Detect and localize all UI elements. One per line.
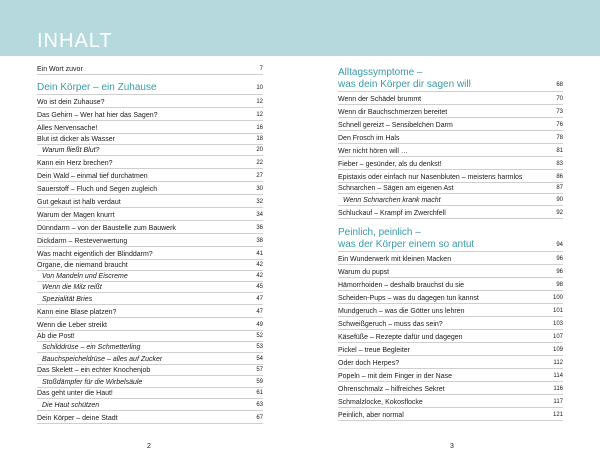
- toc-entry-title: Peinlich, aber normal: [338, 412, 404, 419]
- toc-entry[interactable]: [37, 182, 263, 195]
- toc-page-number: 68: [556, 82, 563, 88]
- toc-page-number: 61: [256, 390, 263, 396]
- toc-entry[interactable]: [37, 318, 263, 331]
- toc-entry-title: Epistaxis oder einfach nur Nasenbluten – meistens harmlos: [338, 174, 523, 181]
- toc-entry-title: Ab die Post!: [37, 333, 75, 340]
- toc-entry-title: Schluckauf – Krampf im Zwerchfell: [338, 210, 446, 217]
- toc-entry-title: Das geht unter die Haut!: [37, 390, 113, 397]
- toc-entry-title: Wer nicht hören will …: [338, 148, 408, 155]
- toc-entry-title: Warum fließt Blut?: [42, 147, 100, 154]
- toc-entry-title: Wenn dir Bauchschmerzen bereitet: [338, 109, 448, 116]
- toc-page-number: 30: [256, 186, 263, 192]
- toc-page-number: 10: [256, 85, 263, 91]
- toc-page-number: 81: [556, 148, 563, 154]
- toc-section-heading[interactable]: [37, 81, 263, 95]
- toc-subentry[interactable]: [37, 342, 263, 353]
- toc-entry-title: Stoßdämpfer für die Wirbelsäule: [42, 379, 143, 386]
- toc-entry[interactable]: [37, 247, 263, 260]
- toc-entry[interactable]: [37, 195, 263, 208]
- toc-entry[interactable]: [37, 169, 263, 182]
- toc-section-title: [338, 227, 474, 251]
- toc-page-number: 42: [256, 273, 263, 279]
- toc-entry[interactable]: [37, 305, 263, 318]
- toc-page-number: 57: [256, 367, 263, 373]
- toc-page-number: 78: [556, 135, 563, 141]
- toc-page-number: 47: [256, 296, 263, 302]
- toc-section-title: [37, 82, 157, 94]
- toc-entry-title: Wo ist dein Zuhause?: [37, 99, 105, 106]
- toc-entry-title: Spezialität Bries: [42, 296, 93, 303]
- toc-page-number: 73: [556, 109, 563, 115]
- toc-entry[interactable]: [338, 183, 563, 194]
- toc-entry-title: Die Haut schützen: [42, 402, 100, 409]
- toc-page-number: 63: [256, 402, 263, 408]
- toc-page-number: 70: [556, 96, 563, 102]
- toc-page-number: 41: [256, 251, 263, 257]
- toc-entry-title: Bauchspeicheldrüse – alles auf Zucker: [42, 356, 163, 363]
- toc-entry-title: Schweißgeruch – muss das sein?: [338, 321, 443, 328]
- toc-entry-title: Ohrenschmalz – hilfreiches Sekret: [338, 386, 445, 393]
- toc-entry[interactable]: [338, 131, 563, 144]
- toc-page-number: 54: [256, 356, 263, 362]
- toc-page-number: 92: [556, 210, 563, 216]
- toc-right-column: [338, 62, 563, 421]
- toc-page-number: 116: [553, 386, 563, 392]
- toc-entry[interactable]: [338, 343, 563, 356]
- toc-entry-title: Den Frosch im Hals: [338, 135, 400, 142]
- toc-page-number: 36: [256, 225, 263, 231]
- toc-page-number: 52: [256, 333, 263, 339]
- toc-page-number: 22: [256, 160, 263, 166]
- toc-subentry[interactable]: [37, 376, 263, 388]
- toc-page-number: 49: [256, 322, 263, 328]
- toc-entry[interactable]: [37, 95, 263, 108]
- toc-entry[interactable]: [37, 234, 263, 247]
- toc-entry[interactable]: [338, 92, 563, 105]
- toc-page-number: 12: [256, 112, 263, 118]
- toc-entry-title: Dein Körper – deine Stadt: [37, 415, 118, 422]
- toc-entry[interactable]: [37, 156, 263, 169]
- toc-section-title-line: Peinlich, peinlich –: [338, 227, 421, 238]
- toc-subentry[interactable]: [37, 353, 263, 365]
- toc-entry-title: Ein Wort zuvor: [37, 66, 83, 73]
- toc-page-number: 83: [556, 161, 563, 167]
- toc-entry-title: Organe, die niemand braucht: [37, 262, 128, 269]
- toc-subentry[interactable]: [37, 145, 263, 156]
- toc-entry-title: Warum der Magen knurrt: [37, 212, 115, 219]
- toc-entry-title: Wenn der Schädel brummt: [338, 96, 422, 103]
- toc-entry-title: Blut ist dicker als Wasser: [37, 136, 115, 143]
- toc-page-number: 109: [552, 347, 563, 353]
- toc-entry-title: Schilddrüse – ein Schmetterling: [42, 344, 141, 351]
- toc-entry[interactable]: [338, 408, 563, 421]
- page-number-right: 3: [450, 443, 454, 450]
- toc-entry[interactable]: [338, 356, 563, 369]
- toc-entry[interactable]: [37, 108, 263, 121]
- toc-entry[interactable]: [338, 144, 563, 157]
- toc-entry[interactable]: [338, 206, 563, 219]
- toc-page-number: 76: [556, 122, 563, 128]
- toc-entry-title: Käsefüße – Rezepte dafür und dagegen: [338, 334, 463, 341]
- toc-entry-title: Wenn Schnarchen krank macht: [343, 197, 441, 204]
- toc-entry[interactable]: [37, 62, 263, 75]
- toc-page-number: 32: [256, 199, 263, 205]
- toc-entry-title: Was macht eigentlich der Blinddarm?: [37, 251, 153, 258]
- toc-section-heading[interactable]: [338, 62, 563, 92]
- toc-page-number: 7: [259, 66, 263, 72]
- toc-page-number: 90: [556, 197, 563, 203]
- toc-entry[interactable]: [37, 260, 263, 271]
- toc-page-number: 98: [556, 282, 563, 288]
- toc-section-title-line: Dein Körper – ein Zuhause: [37, 82, 157, 93]
- toc-entry-title: Alles Nervensache!: [37, 125, 98, 132]
- toc-entry[interactable]: [37, 331, 263, 342]
- toc-page-number: 94: [556, 242, 563, 248]
- toc-entry-title: Dünndarm – von der Baustelle zum Bauwerk: [37, 225, 176, 232]
- toc-page-number: 96: [556, 269, 563, 275]
- toc-page-number: 34: [256, 212, 263, 218]
- page-title: INHALT: [37, 30, 113, 52]
- toc-entry[interactable]: [338, 278, 563, 291]
- toc-entry[interactable]: [37, 221, 263, 234]
- toc-page-number: 59: [256, 379, 263, 385]
- toc-subentry[interactable]: [37, 271, 263, 282]
- toc-subentry[interactable]: [37, 293, 263, 305]
- toc-entry-title: Dickdarm – Resteverwertung: [37, 238, 128, 245]
- toc-entry-title: Popeln – mit dem Finger in der Nase: [338, 373, 452, 380]
- toc-page-number: 42: [256, 262, 263, 268]
- toc-entry-title: Warum du pupst: [338, 269, 390, 276]
- toc-entry[interactable]: [338, 369, 563, 382]
- toc-entry-title: Schnell gereizt – Sensibelchen Darm: [338, 122, 453, 129]
- toc-page-number: 121: [552, 412, 563, 418]
- toc-page-number: 96: [556, 256, 563, 262]
- toc-page-number: 112: [553, 360, 563, 366]
- toc-page-number: 27: [256, 173, 263, 179]
- toc-page-number: 45: [256, 284, 263, 290]
- toc-page-number: 53: [256, 344, 263, 350]
- toc-page-number: 117: [553, 399, 563, 405]
- toc-entry[interactable]: [37, 411, 263, 424]
- toc-entry-title: Kann eine Blase platzen?: [37, 309, 117, 316]
- toc-page-number: 87: [556, 185, 563, 191]
- toc-page-number: 100: [552, 295, 563, 301]
- toc-subentry[interactable]: [338, 194, 563, 206]
- toc-entry[interactable]: [338, 291, 563, 304]
- toc-entry-title: Hämorrhoiden – deshalb brauchst du sie: [338, 282, 465, 289]
- toc-entry-title: Sauerstoff – Fluch und Segen zugleich: [37, 186, 158, 193]
- toc-page-number: 67: [256, 415, 263, 421]
- toc-entry-title: Das Gehirn – Wer hat hier das Sagen?: [37, 112, 158, 119]
- toc-entry[interactable]: [338, 330, 563, 343]
- toc-page-number: 47: [256, 309, 263, 315]
- toc-entry[interactable]: [338, 317, 563, 330]
- toc-entry[interactable]: [338, 170, 563, 183]
- toc-entry-title: Schmalzlocke, Kokosflocke: [338, 399, 423, 406]
- toc-entry-title: Mundgeruch – was die Götter uns lehren: [338, 308, 465, 315]
- toc-entry-title: Ein Wunderwerk mit kleinen Macken: [338, 256, 452, 263]
- toc-entry[interactable]: [338, 265, 563, 278]
- toc-entry[interactable]: [338, 118, 563, 131]
- toc-entry-title: Das Skelett – ein echter Knochenjob: [37, 367, 151, 374]
- toc-entry[interactable]: [338, 395, 563, 408]
- toc-page-number: 12: [256, 99, 263, 105]
- toc-entry[interactable]: [37, 365, 263, 376]
- toc-entry[interactable]: [37, 134, 263, 145]
- toc-page-number: 103: [552, 321, 563, 327]
- toc-page-number: 20: [256, 147, 263, 153]
- toc-page-number: 18: [256, 136, 263, 142]
- toc-entry-title: Schnarchen – Sägen am eigenen Ast: [338, 185, 454, 192]
- toc-entry-title: Dein Wald – einmal tief durchatmen: [37, 173, 148, 180]
- toc-entry-title: Kann ein Herz brechen?: [37, 160, 113, 167]
- toc-page-number: 38: [256, 238, 263, 244]
- toc-entry[interactable]: [37, 388, 263, 399]
- toc-section-title-line: Alltagssymptome –: [338, 67, 423, 78]
- toc-page-number: 86: [556, 174, 563, 180]
- toc-entry[interactable]: [338, 304, 563, 317]
- toc-subentry[interactable]: [37, 282, 263, 293]
- toc-section-heading[interactable]: [338, 222, 563, 252]
- toc-entry[interactable]: [338, 252, 563, 265]
- toc-page-number: 16: [256, 125, 263, 131]
- toc-page-number: 114: [553, 373, 563, 379]
- toc-entry-title: Wenn die Milz reißt: [42, 284, 102, 291]
- toc-section-title-line: was der Körper einem so antut: [338, 239, 475, 250]
- toc-page-number: 107: [552, 334, 563, 340]
- toc-page-number: 101: [552, 308, 563, 314]
- toc-left-column: [37, 62, 263, 424]
- toc-entry-title: Scheiden-Pups – was du dagegen tun kannst: [338, 295, 479, 302]
- toc-entry-title: Pickel – treue Begleiter: [338, 347, 410, 354]
- toc-entry[interactable]: [37, 121, 263, 134]
- toc-entry-title: Von Mandeln und Eiscreme: [42, 273, 128, 280]
- toc-entry-title: Gut gekaut ist halb verdaut: [37, 199, 121, 206]
- toc-subentry[interactable]: [37, 399, 263, 411]
- toc-entry[interactable]: [338, 157, 563, 170]
- toc-entry[interactable]: [338, 105, 563, 118]
- toc-entry-title: Oder doch Herpes?: [338, 360, 400, 367]
- toc-section-title-line: was dein Körper dir sagen will: [338, 79, 471, 90]
- toc-entry[interactable]: [37, 208, 263, 221]
- toc-section-title: [338, 67, 471, 91]
- page-number-left: 2: [147, 443, 151, 450]
- toc-entry-title: Wenn die Leber streikt: [37, 322, 107, 329]
- toc-entry-title: Fieber – gesünder, als du denkst!: [338, 161, 442, 168]
- toc-entry[interactable]: [338, 382, 563, 395]
